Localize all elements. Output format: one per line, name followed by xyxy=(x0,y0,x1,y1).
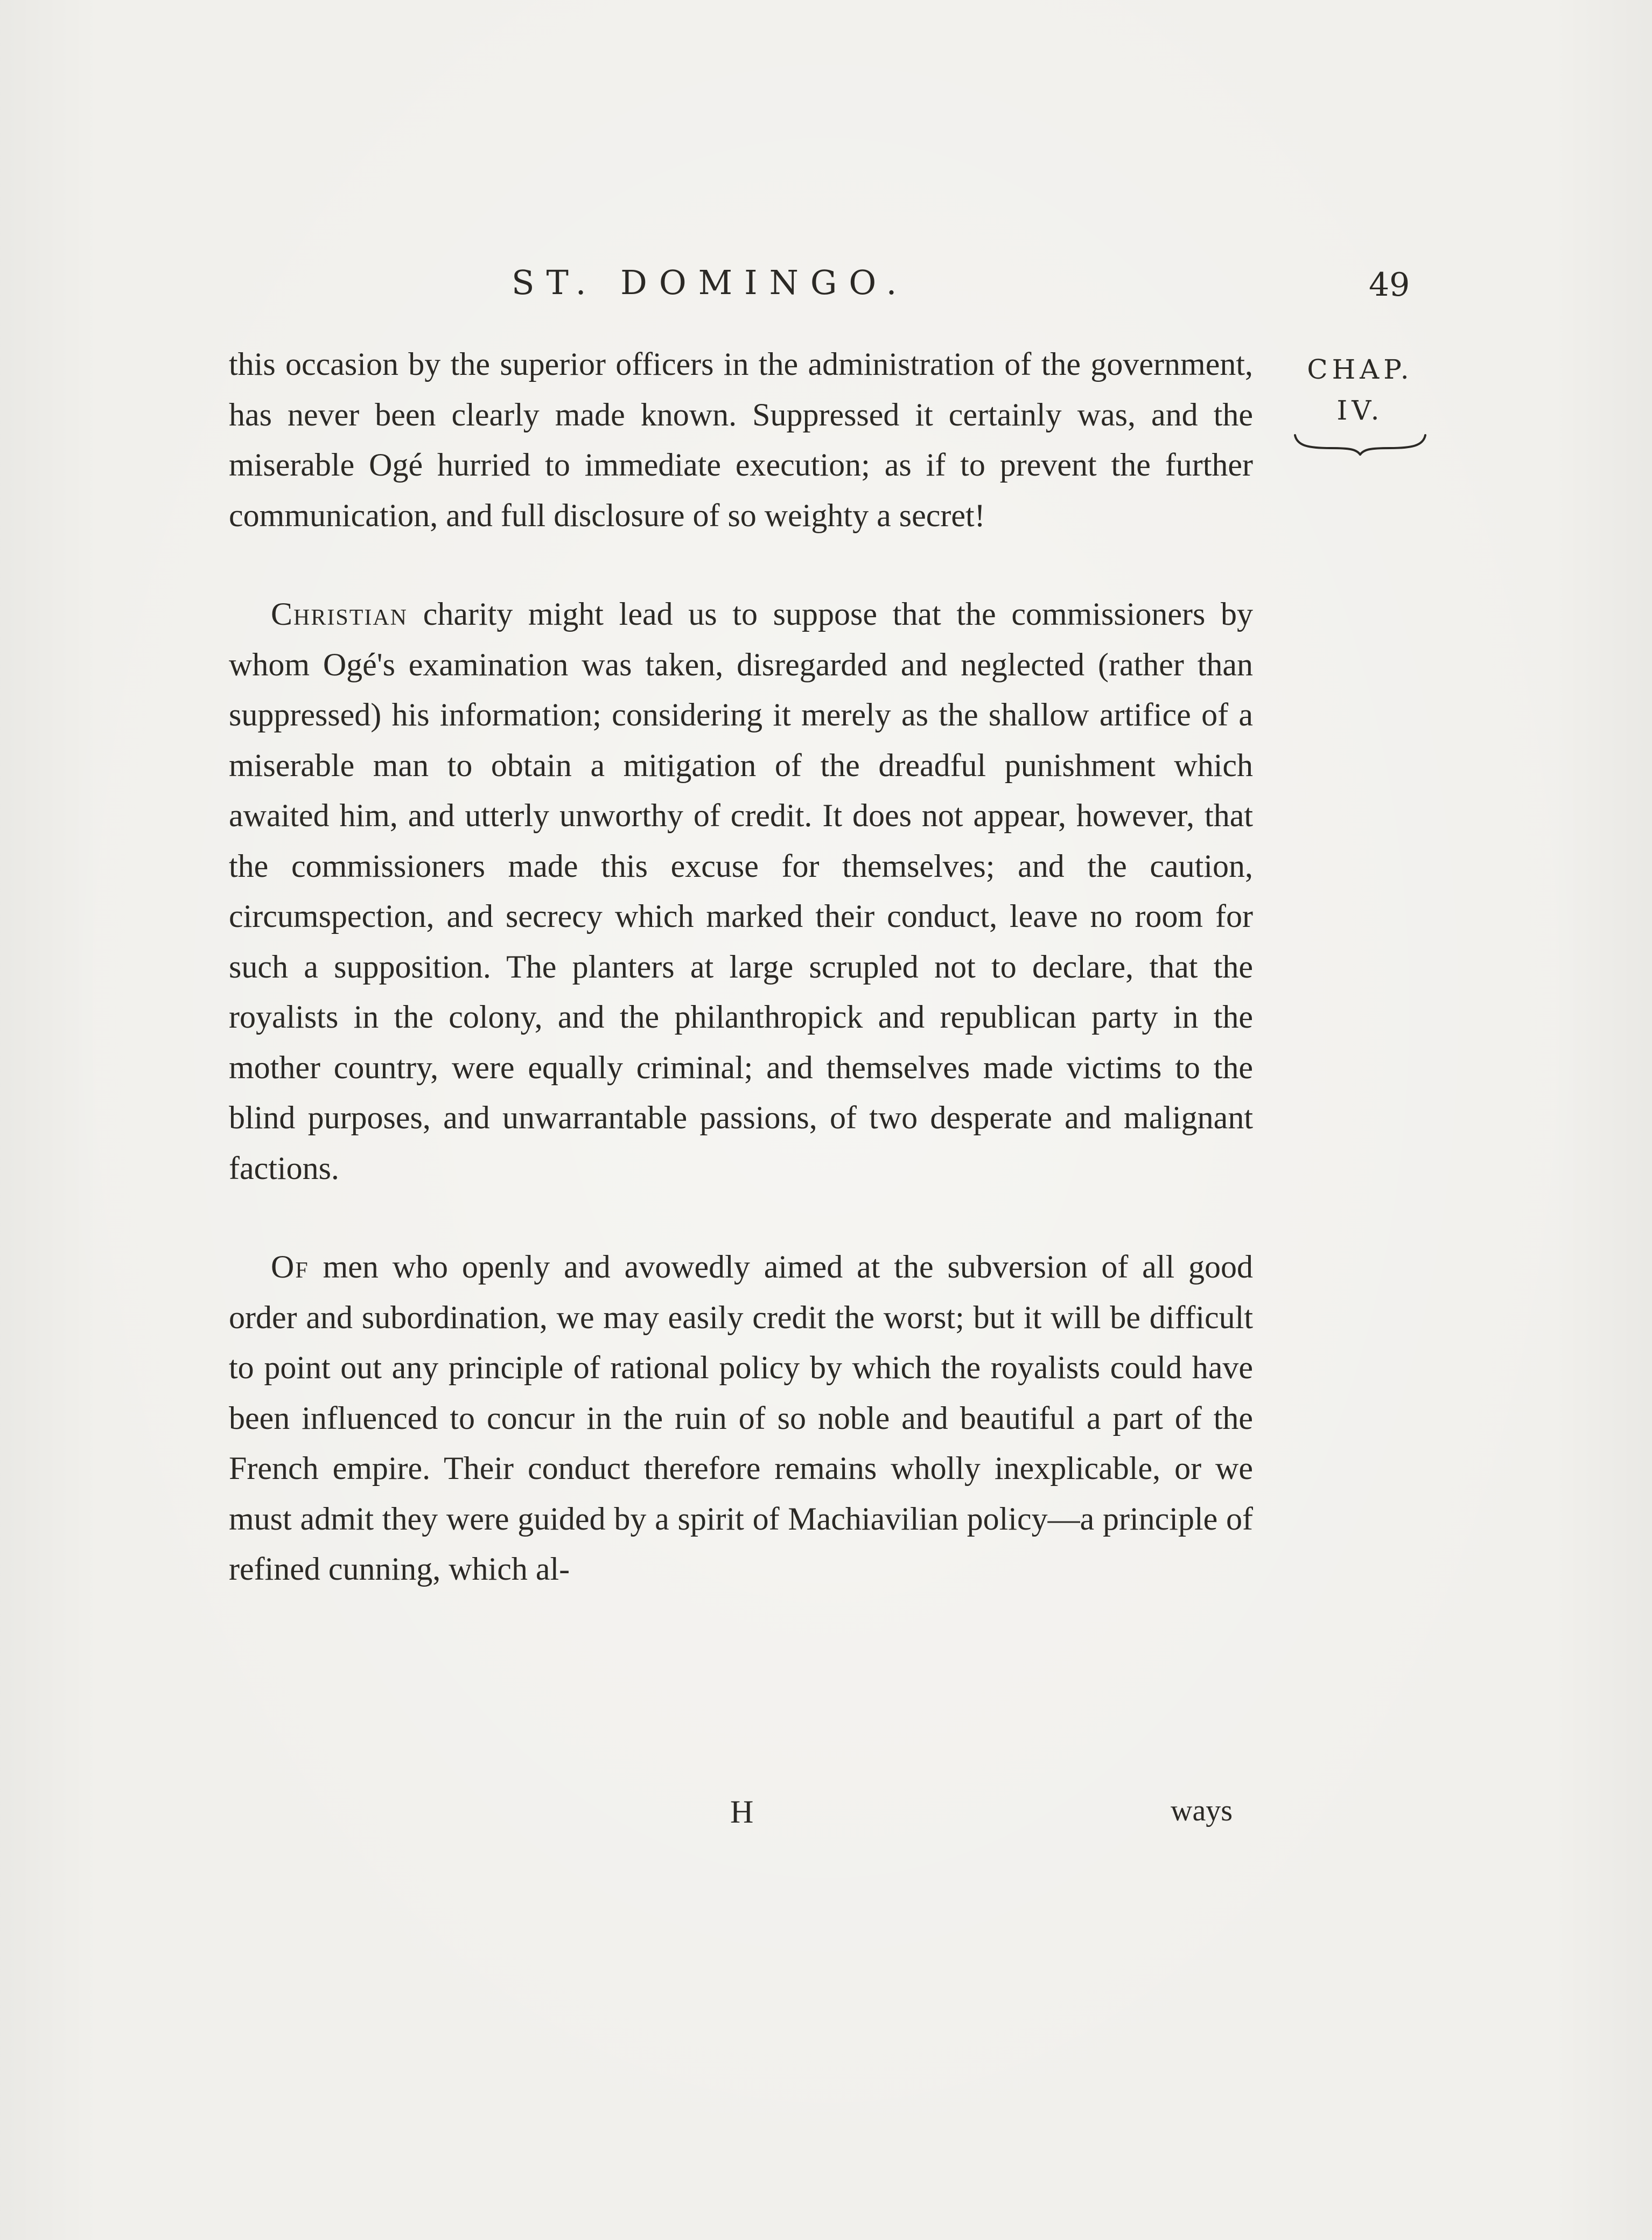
sidenote-chap-number: IV. xyxy=(1336,395,1384,426)
curly-brace-ornament xyxy=(1293,432,1427,456)
paragraph-1: this occasion by the superior officers in the administration of the government, has never been clearly made known. Suppressed it certainly was, and the miserable Ogé hurried to immediate execution; as if to prevent the further communication, and full disclosure of so weighty a secret! xyxy=(229,346,1253,533)
running-head: ST. DOMINGO. xyxy=(512,263,909,302)
paragraph-2-lead: Christian xyxy=(271,596,408,632)
paragraph-2-text: charity might lead us to suppose that the commissioners by whom Ogé's examination was taken, disregarded and neglected (rather than suppressed) his information; considering it merely as the shallow artifice of a miserable man to obtain a mitigation of the dreadful punishment which awaited him, and utterly unworthy of credit. It does not appear, however, that the commissioners made this excuse for themselves; and the caution, circumspection, and secrecy which marked their conduct, leave no room for such a supposition. The planters at large scrupled not to declare, that the royalists in the colony, and the philanthropick and republican party in the mother country, were equally criminal; and themselves made victims to the blind purposes, and unwarrantable passions, of two desperate and malignant factions. xyxy=(229,596,1253,1186)
sidenote-chap-label: CHAP. xyxy=(1307,354,1413,385)
paragraph-3-lead: Of xyxy=(271,1249,309,1285)
paragraph-3-text: men who openly and avowedly aimed at the subversion of all good order and subordination, we may easily credit the worst; but it will be difficult to point out any principle of rational policy by which the royalists could have been influenced to concur in the ruin of so noble and beautiful a part of the French empire. Their conduct therefore remains wholly inexplicable, or we must admit they were guided by a spirit of Machiavilian policy—a principle of refined cunning, which al- xyxy=(229,1249,1253,1587)
page-number: 49 xyxy=(1369,266,1410,304)
chapter-sidenote xyxy=(1290,349,1430,456)
signature-mark: H xyxy=(730,1794,754,1830)
paragraph-2 xyxy=(229,589,1253,1194)
catchword: ways xyxy=(1171,1794,1233,1827)
body-text xyxy=(229,339,1253,1595)
paragraph-3 xyxy=(229,1242,1253,1595)
